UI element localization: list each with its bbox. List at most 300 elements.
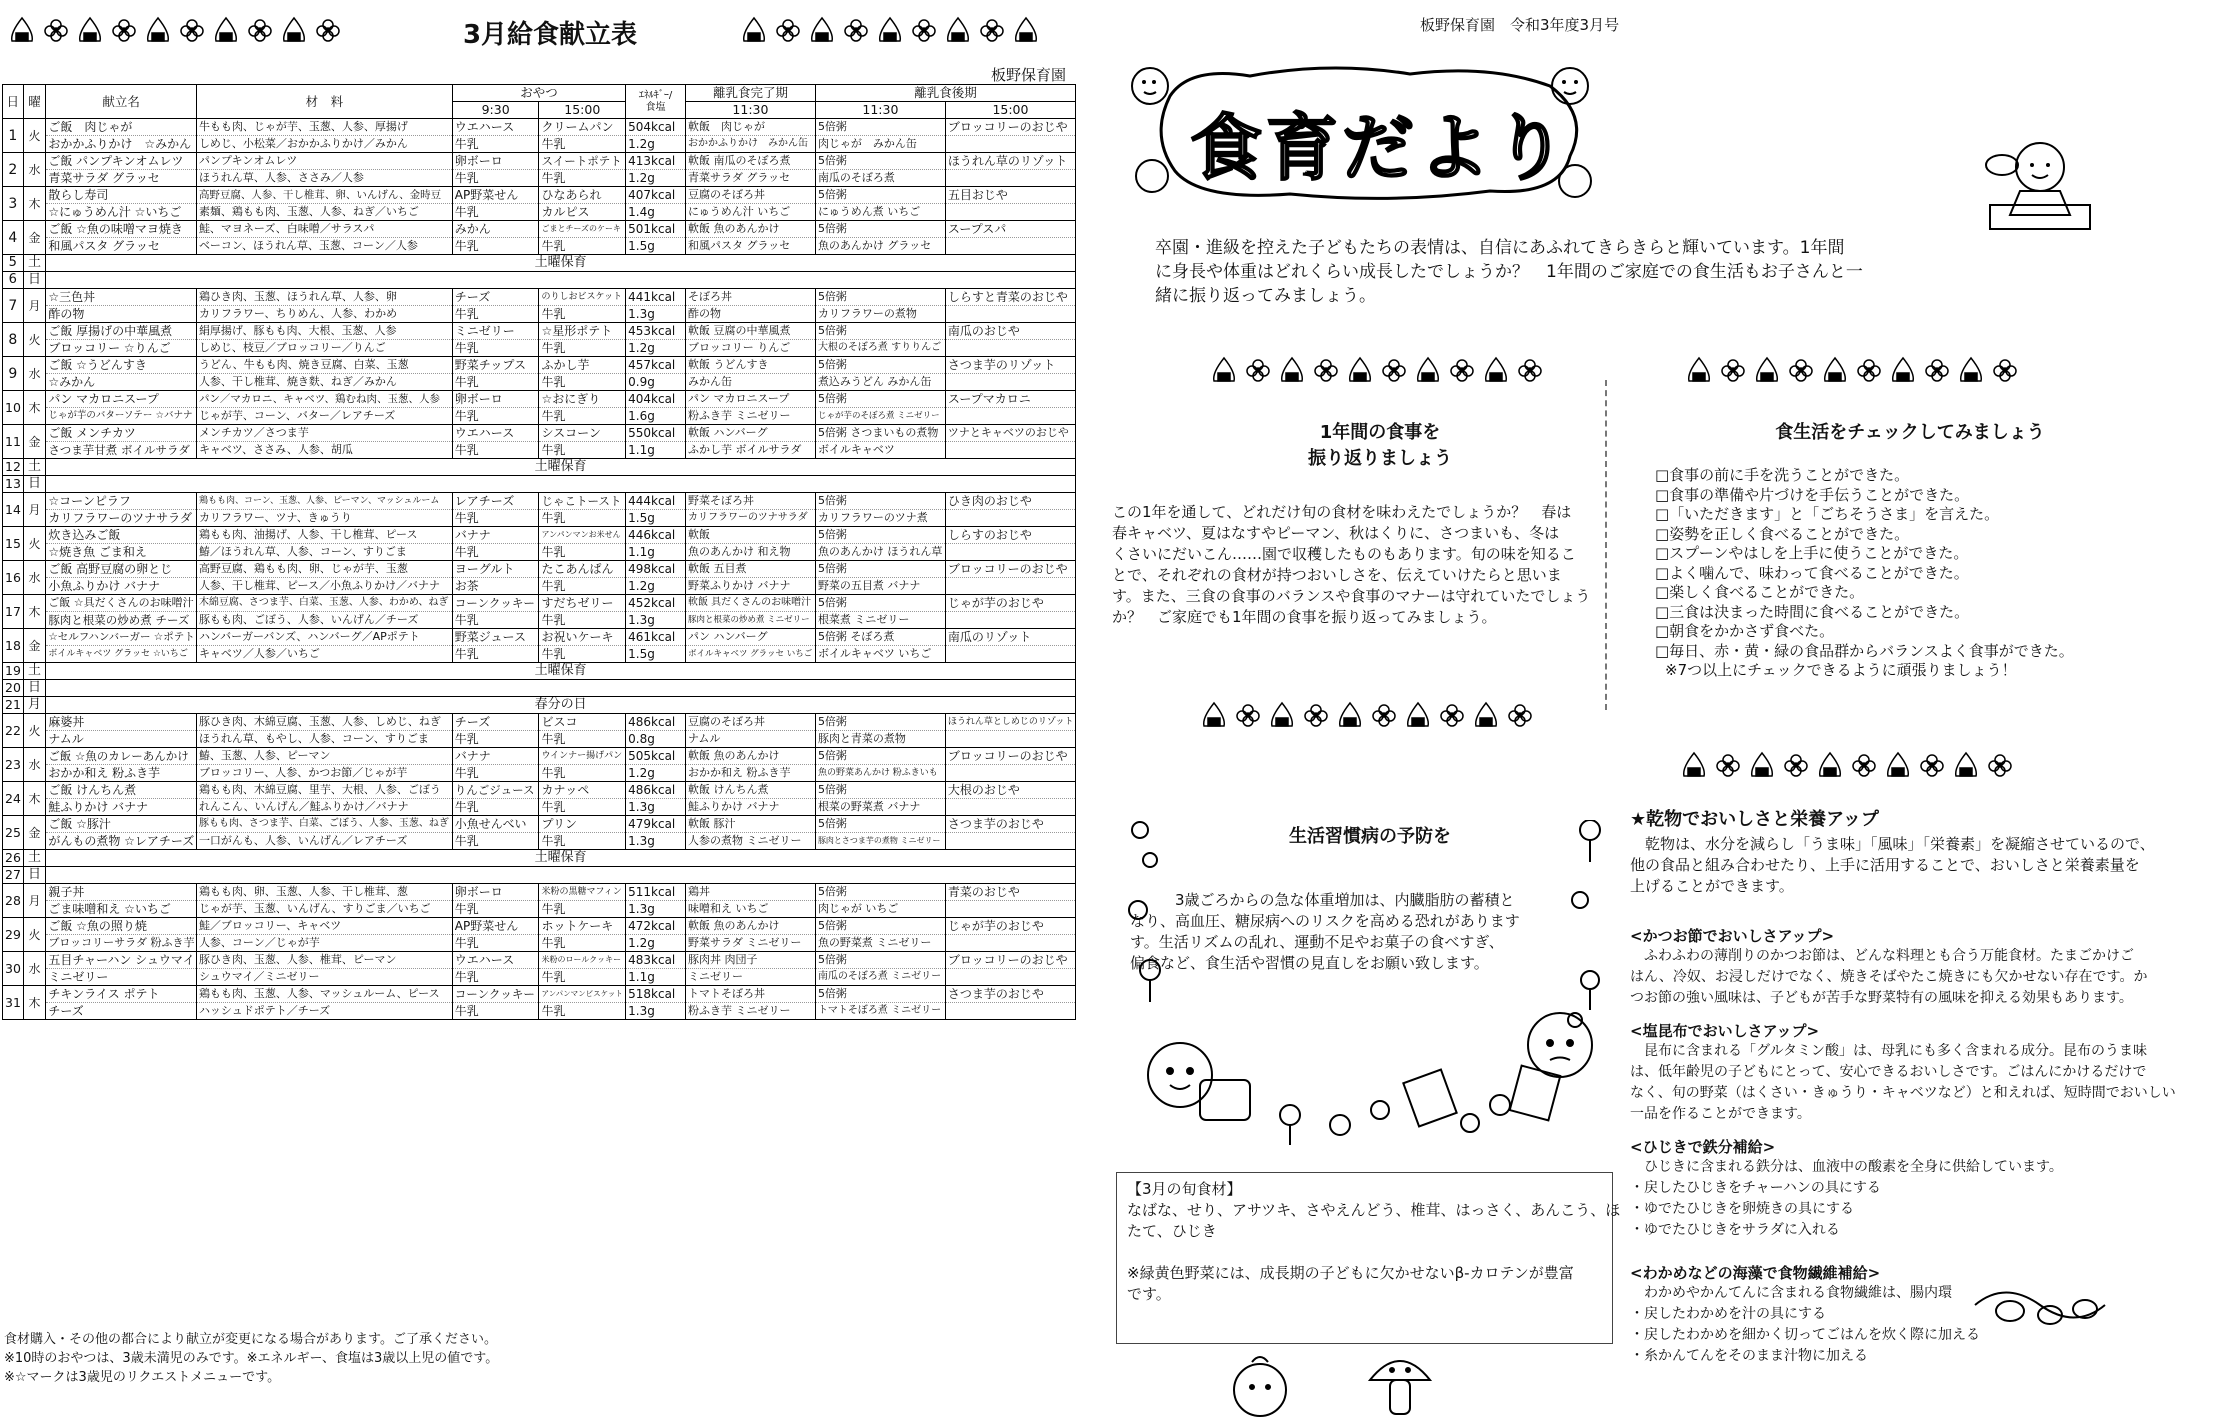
rinyu-late-1130: 5倍粥: [815, 153, 945, 170]
ingredients: ブロッコリー、人参、かつお節／じゃが芋: [196, 765, 452, 782]
dish-name: ブロッコリーサラダ 粉ふき芋: [46, 935, 197, 952]
dish-name: チキンライス ポテト: [46, 986, 197, 1003]
rinyu-complete: カリフラワーのツナサラダ: [685, 510, 815, 527]
menu-row: [3, 289, 1076, 306]
energy-salt: 1.2g: [626, 935, 686, 952]
rinyu-late-1130: カリフラワーのツナ煮: [815, 510, 945, 527]
snack-930: チーズ: [452, 289, 539, 306]
katsuo-line: つお節の強い風味は、子どもが苦手な野菜特有の風味を抑える効果もあります。: [1630, 990, 2133, 1006]
day-number: 29: [3, 918, 24, 952]
checklist-item: □朝食をかかさず食べた。: [1655, 622, 1835, 640]
header-late-1130: 11:30: [815, 102, 945, 119]
day-of-week: 火: [23, 527, 46, 561]
day-number: 19: [3, 663, 24, 680]
rinyu-late-1130: 野菜の五目煮 バナナ: [815, 578, 945, 595]
dish-name: ご飯 厚揚げの中華風煮: [46, 323, 197, 340]
day-of-week: 木: [23, 782, 46, 816]
rinyu-late-1500: しらすと青菜のおじや: [945, 289, 1075, 306]
menu-row-sub: [3, 969, 1076, 986]
onigiri-icon: [1748, 750, 1776, 780]
menu-row: [3, 221, 1076, 238]
snack-1500: 牛乳: [539, 544, 626, 561]
ingredients: カリフラワー、ちりめん、人参、わかめ: [196, 306, 452, 323]
dish-name: 麻婆丼: [46, 714, 197, 731]
ingredients: 鶏もも肉、玉葱、人参、マッシュルーム、ピース: [196, 986, 452, 1003]
flower-icon: [910, 15, 938, 45]
rinyu-complete: ナムル: [685, 731, 815, 748]
rinyu-late-1500: ほうれん草のリゾット: [945, 153, 1075, 170]
season-line: です。: [1127, 1285, 1171, 1303]
menu-row-sub: [3, 442, 1076, 459]
rinyu-complete: 軟飯 五目煮: [685, 561, 815, 578]
menu-note-row: [3, 272, 1076, 289]
day-number: 18: [3, 629, 24, 663]
rinyu-late-1130: ボイルキャベツ いちご: [815, 646, 945, 663]
rinyu-late-1130: 5倍粥: [815, 323, 945, 340]
header-rinyu-late: 離乳食後期: [815, 85, 1075, 102]
rinyu-late-1500: [945, 731, 1075, 748]
flower-icon: [1986, 750, 2014, 780]
day-of-week: 木: [23, 187, 46, 221]
menu-row: [3, 153, 1076, 170]
day-of-week: 水: [23, 748, 46, 782]
rinyu-complete: ボイルキャベツ グラッセ いちご: [685, 646, 815, 663]
day-of-week: 日: [23, 867, 46, 884]
menu-note-row: [3, 476, 1076, 493]
snack-1500: 米粉のロールクッキー: [539, 952, 626, 969]
dish-name: 小魚ふりかけ バナナ: [46, 578, 197, 595]
menu-row-sub: [3, 799, 1076, 816]
section1-line: この1年を通して、どれだけ旬の食材を味わえたでしょうか？ 春は: [1112, 503, 1572, 521]
flower-icon: [42, 15, 70, 45]
snack-930: 牛乳: [452, 731, 539, 748]
menu-note-row: [3, 663, 1076, 680]
menu-row: [3, 816, 1076, 833]
ingredients: じゃが芋、コーン、バター／レアチーズ: [196, 408, 452, 425]
flower-icon: [246, 15, 274, 45]
rinyu-complete: 軟飯 けんちん煮: [685, 782, 815, 799]
rinyu-complete: おかか和え 粉ふき芋: [685, 765, 815, 782]
flower-icon: [1506, 700, 1534, 730]
energy-salt: 1.4g: [626, 204, 686, 221]
flower-icon: [1516, 355, 1544, 385]
rinyu-late-1130: 豚肉とさつま芋の煮物 ミニゼリー: [815, 833, 945, 850]
menu-row: [3, 782, 1076, 799]
menu-note-row: [3, 680, 1076, 697]
rinyu-late-1500: さつま芋のおじや: [945, 986, 1075, 1003]
energy-salt: 1.5g: [626, 238, 686, 255]
snack-930: 牛乳: [452, 510, 539, 527]
menu-row-sub: [3, 408, 1076, 425]
hijiki-title: <ひじきで鉄分補給>: [1630, 1138, 1776, 1156]
flower-icon: [314, 15, 342, 45]
energy-salt: 1.2g: [626, 170, 686, 187]
footnote-line: ※10時のおやつは、3歳未満児のみです。※エネルギー、食塩は3歳以上児の値です。: [4, 1351, 499, 1366]
energy-salt: 511kcal: [626, 884, 686, 901]
wakame-title: <わかめなどの海藻で食物繊維補給>: [1630, 1264, 1881, 1282]
dish-name: ご飯 メンチカツ: [46, 425, 197, 442]
menu-row-sub: [3, 544, 1076, 561]
day-note: [46, 272, 1076, 289]
snack-930: 牛乳: [452, 340, 539, 357]
snack-930: 牛乳: [452, 374, 539, 391]
day-note: 土曜保育: [46, 459, 1076, 476]
day-number: 27: [3, 867, 24, 884]
snack-1500: お祝いケーキ: [539, 629, 626, 646]
day-number: 17: [3, 595, 24, 629]
dish-name: パン マカロニスープ: [46, 391, 197, 408]
ingredients: しめじ、枝豆／ブロッコリー／りんご: [196, 340, 452, 357]
rinyu-late-1500: [945, 340, 1075, 357]
onigiri-icon: [1952, 750, 1980, 780]
child-eating-icon: [1980, 135, 2100, 235]
rinyu-complete: 味噌和え いちご: [685, 901, 815, 918]
energy-salt: 0.8g: [626, 731, 686, 748]
energy-salt: 444kcal: [626, 493, 686, 510]
season-line: 【3月の旬食材】: [1127, 1180, 1242, 1198]
rinyu-late-1130: 5倍粥: [815, 986, 945, 1003]
rinyu-late-1130: 5倍粥 そぼろ煮: [815, 629, 945, 646]
header-snack: おやつ: [452, 85, 625, 102]
rinyu-complete: 豚肉丼 肉団子: [685, 952, 815, 969]
rinyu-complete: トマトそぼろ丼: [685, 986, 815, 1003]
ingredients: 高野豆腐、鶏もも肉、卵、じゃが芋、玉葱: [196, 561, 452, 578]
snack-1500: ウインナー揚げパン: [539, 748, 626, 765]
snack-1500: カルピス: [539, 204, 626, 221]
menu-row: [3, 391, 1076, 408]
snack-1500: 牛乳: [539, 646, 626, 663]
section1-line: とで、それぞれの食材が持つおいしさを、伝えていけたらと思いま: [1112, 566, 1562, 584]
dish-name: ご飯 ☆うどんすき: [46, 357, 197, 374]
rinyu-late-1130: 5倍粥: [815, 714, 945, 731]
ingredients: ベーコン、ほうれん草、玉葱、コーン／人参: [196, 238, 452, 255]
rinyu-late-1500: [945, 1003, 1075, 1020]
rinyu-late-1500: [945, 408, 1075, 425]
header-snack-1500: 15:00: [539, 102, 626, 119]
rinyu-late-1130: 肉じゃが いちご: [815, 901, 945, 918]
snack-930: 牛乳: [452, 238, 539, 255]
header-energy: ｴﾈﾙｷﾞｰ/ 食塩: [626, 85, 686, 119]
season-line: なばな、せり、アサツキ、さやえんどう、椎茸、はっさく、あんこう、ほ: [1127, 1201, 1621, 1219]
menu-row: [3, 187, 1076, 204]
snack-930: レアチーズ: [452, 493, 539, 510]
day-of-week: 水: [23, 153, 46, 187]
snack-930: AP野菜せん: [452, 187, 539, 204]
seaweed-icon: [1970, 1275, 2110, 1335]
dish-name: ☆みかん: [46, 374, 197, 391]
snack-930: 牛乳: [452, 204, 539, 221]
ingredients: 高野豆腐、人参、干し椎茸、卵、いんげん、金時豆: [196, 187, 452, 204]
menu-row: [3, 595, 1076, 612]
rinyu-complete: 軟飯 うどんすき: [685, 357, 815, 374]
day-of-week: 土: [23, 850, 46, 867]
ingredients: うどん、牛もも肉、焼き豆腐、白菜、玉葱: [196, 357, 452, 374]
rinyu-complete: パン マカロニスープ: [685, 391, 815, 408]
snack-930: バナナ: [452, 748, 539, 765]
menu-row: [3, 357, 1076, 374]
onigiri-icon: [1336, 700, 1364, 730]
ingredients: パンプキンオムレツ: [196, 153, 452, 170]
dish-name: がんもの煮物 ☆レアチーズ: [46, 833, 197, 850]
snack-1500: ホットケーキ: [539, 918, 626, 935]
snack-930: みかん: [452, 221, 539, 238]
snack-930: ウエハース: [452, 952, 539, 969]
rinyu-late-1130: 5倍粥 さつまいもの煮物: [815, 425, 945, 442]
rinyu-complete: そぼろ丼: [685, 289, 815, 306]
snack-1500: 牛乳: [539, 612, 626, 629]
snack-930: AP野菜せん: [452, 918, 539, 935]
onigiri-icon: [1685, 355, 1713, 385]
energy-salt: 1.3g: [626, 799, 686, 816]
rinyu-late-1500: [945, 646, 1075, 663]
rinyu-late-1130: 魚の野菜煮 ミニゼリー: [815, 935, 945, 952]
day-of-week: 日: [23, 680, 46, 697]
kombu-text: [1630, 1041, 2176, 1125]
rinyu-late-1500: [945, 833, 1075, 850]
menu-note-row: [3, 255, 1076, 272]
intro-line: に身長や体重はどれくらい成長したでしょうか？ 1年間のご家庭での食生活もお子さんと一: [1155, 262, 1863, 282]
energy-salt: 1.1g: [626, 442, 686, 459]
day-note: 土曜保育: [46, 850, 1076, 867]
dish-name: ☆コーンピラフ: [46, 493, 197, 510]
snack-1500: 牛乳: [539, 510, 626, 527]
wakame-line: ・糸かんてんをそのまま汁物に加える: [1630, 1348, 1868, 1364]
snack-930: りんごジュース: [452, 782, 539, 799]
flower-icon: [1855, 355, 1883, 385]
ingredients: パン／マカロニ、キャベツ、鶏むね肉、玉葱、人参: [196, 391, 452, 408]
rinyu-late-1130: 魚のあんかけ ほうれん草: [815, 544, 945, 561]
ingredients: 豚ひき肉、玉葱、人参、椎茸、ピーマン: [196, 952, 452, 969]
rinyu-complete: 魚のあんかけ 和え物: [685, 544, 815, 561]
checklist-item: □姿勢を正しく食べることができた。: [1655, 524, 1910, 543]
rinyu-late-1130: 豚肉と青菜の煮物: [815, 731, 945, 748]
rinyu-complete: 野菜そぼろ丼: [685, 493, 815, 510]
menu-row-sub: [3, 646, 1076, 663]
menu-row: [3, 493, 1076, 510]
day-of-week: 月: [23, 493, 46, 527]
rinyu-late-1130: にゅうめん煮 いちご: [815, 204, 945, 221]
checklist-item: □スプーンやはしを上手に使うことができた。: [1655, 544, 1969, 562]
snack-930: 卵ボーロ: [452, 391, 539, 408]
ingredients: ほうれん草、もやし、人参、コーン、すりごま: [196, 731, 452, 748]
energy-salt: 1.3g: [626, 1003, 686, 1020]
header-dish: 献立名: [46, 85, 197, 119]
energy-salt: 501kcal: [626, 221, 686, 238]
rinyu-complete: 軟飯 具だくさんのお味噌汁: [685, 595, 815, 612]
day-of-week: 月: [23, 884, 46, 918]
intro-line: 卒園・進級を控えた子どもたちの表情は、自信にあふれてきらきらと輝いています。1年間: [1155, 238, 1845, 258]
energy-salt: 1.2g: [626, 578, 686, 595]
snack-1500: すだちゼリー: [539, 595, 626, 612]
header-ingredients: 材 料: [196, 85, 452, 119]
rinyu-complete: おかかふりかけ みかん缶: [685, 136, 815, 153]
menu-row-sub: [3, 374, 1076, 391]
snack-1500: 牛乳: [539, 136, 626, 153]
section4-line: 乾物は、水分を減らし「うま味」「風味」「栄養素」を凝縮させているので、: [1630, 835, 2155, 853]
ingredients: 鶏もも肉、コーン、玉葱、人参、ピーマン、マッシュルーム: [196, 493, 452, 510]
flower-icon: [1850, 750, 1878, 780]
kombu-line: は、低年齢児の子どもにとって、安心できるおいしさです。ごはんにかけるだけで: [1630, 1064, 2147, 1080]
snack-1500: アンパンマンお米せん: [539, 527, 626, 544]
dish-name: ご飯 パンプキンオムレツ: [46, 153, 197, 170]
menu-row-sub: [3, 765, 1076, 782]
footnote-line: 食材購入・その他の都合により献立が変更になる場合があります。ご了承ください。: [4, 1332, 497, 1347]
rinyu-late-1130: 魚のあんかけ グラッセ: [815, 238, 945, 255]
rinyu-complete: 軟飯 魚のあんかけ: [685, 748, 815, 765]
section1-line: 春キャベツ、夏はなすやピーマン、秋はくりに、さつまいも、冬は: [1112, 524, 1560, 542]
energy-salt: 505kcal: [626, 748, 686, 765]
section1-line: くさいにだいこん……園で収穫したものもあります。旬の味を知るこ: [1112, 545, 1576, 563]
snack-930: 牛乳: [452, 1003, 539, 1020]
rinyu-complete: 酢の物: [685, 306, 815, 323]
snack-930: 牛乳: [452, 306, 539, 323]
rinyu-late-1500: ブロッコリーのおじや: [945, 952, 1075, 969]
menu-row: [3, 714, 1076, 731]
rinyu-late-1130: 5倍粥: [815, 884, 945, 901]
energy-salt: 498kcal: [626, 561, 686, 578]
section1-title: [1240, 420, 1520, 472]
menu-body: [3, 119, 1076, 1020]
dish-name: ☆三色丼: [46, 289, 197, 306]
rinyu-late-1500: [945, 901, 1075, 918]
onigiri-icon: [1821, 355, 1849, 385]
day-of-week: 日: [23, 476, 46, 493]
flower-icon: [1918, 750, 1946, 780]
ingredients: れんこん、いんげん／鮭ふりかけ／バナナ: [196, 799, 452, 816]
day-of-week: 金: [23, 629, 46, 663]
rinyu-late-1130: カリフラワーの煮物: [815, 306, 945, 323]
menu-row-sub: [3, 170, 1076, 187]
menu-row: [3, 918, 1076, 935]
snack-1500: じゃこトースト: [539, 493, 626, 510]
snack-1500: ☆星形ポテト: [539, 323, 626, 340]
ingredients: 豚もも肉、さつま芋、白菜、ごぼう、人参、玉葱、ねぎ: [196, 816, 452, 833]
menu-row-sub: [3, 238, 1076, 255]
snack-1500: 牛乳: [539, 238, 626, 255]
rinyu-late-1500: [945, 306, 1075, 323]
section4-line: 他の食品と組み合わせたり、上手に活用することで、おいしさと栄養素量を: [1630, 856, 2140, 874]
energy-salt: 479kcal: [626, 816, 686, 833]
energy-salt: 1.5g: [626, 646, 686, 663]
day-number: 15: [3, 527, 24, 561]
dish-name: ご飯 ☆豚汁: [46, 816, 197, 833]
energy-salt: 486kcal: [626, 714, 686, 731]
season-text: [1127, 1179, 1620, 1305]
energy-salt: 441kcal: [626, 289, 686, 306]
snack-930: ウエハース: [452, 119, 539, 136]
dish-name: ☆にゅうめん汁 ☆いちご: [46, 204, 197, 221]
onigiri-icon: [1482, 355, 1510, 385]
wakame-text: [1630, 1283, 1980, 1367]
section4-line: 上げることができます。: [1630, 877, 1794, 895]
newsletter-panel: [1100, 0, 2216, 1422]
rinyu-complete: 軟飯 豆腐の中華風煮: [685, 323, 815, 340]
snack-1500: 牛乳: [539, 578, 626, 595]
rinyu-late-1130: 大根のそぼろ煮 すりりんご: [815, 340, 945, 357]
snack-1500: たこあんぱん: [539, 561, 626, 578]
footnotes: [4, 1330, 498, 1387]
menu-note-row: [3, 697, 1076, 714]
section3-line: す。生活リズムの乱れ、運動不足やお菓子の食べすぎ、: [1130, 933, 1504, 951]
snack-1500: ふかし芋: [539, 357, 626, 374]
snack-1500: 米粉の黒糖マフィン: [539, 884, 626, 901]
day-number: 9: [3, 357, 24, 391]
katsuo-text: [1630, 946, 2147, 1009]
rinyu-late-1500: 五目おじや: [945, 187, 1075, 204]
day-of-week: 土: [23, 255, 46, 272]
snack-930: 牛乳: [452, 408, 539, 425]
rinyu-late-1130: 5倍粥: [815, 595, 945, 612]
snack-1500: 牛乳: [539, 799, 626, 816]
onigiri-icon: [1472, 700, 1500, 730]
dish-name: 五目チャーハン シュウマイ: [46, 952, 197, 969]
snack-1500: ☆おにぎり: [539, 391, 626, 408]
flower-icon: [1923, 355, 1951, 385]
snack-930: お茶: [452, 578, 539, 595]
snack-1500: 牛乳: [539, 765, 626, 782]
day-number: 30: [3, 952, 24, 986]
day-of-week: 金: [23, 425, 46, 459]
rinyu-late-1130: ボイルキャベツ: [815, 442, 945, 459]
rinyu-late-1130: 5倍粥: [815, 357, 945, 374]
day-note: [46, 867, 1076, 884]
rinyu-complete: 豆腐のそぼろ丼: [685, 187, 815, 204]
ingredients: 豚ひき肉、木綿豆腐、玉葱、人参、しめじ、ねぎ: [196, 714, 452, 731]
checklist-item: □毎日、赤・黄・緑の食品群からバランスよく食事ができた。: [1655, 641, 2074, 660]
energy-salt: 1.5g: [626, 510, 686, 527]
rinyu-complete: 野菜サラダ ミニゼリー: [685, 935, 815, 952]
rinyu-late-1500: [945, 136, 1075, 153]
ingredients: じゃが芋、玉葱、いんげん、すりごま／いちご: [196, 901, 452, 918]
menu-row: [3, 323, 1076, 340]
day-note: 土曜保育: [46, 255, 1076, 272]
menu-row-sub: [3, 510, 1076, 527]
rinyu-complete: 軟飯 魚のあんかけ: [685, 918, 815, 935]
menu-row-sub: [3, 901, 1076, 918]
onigiri-icon: [740, 15, 768, 45]
dish-name: 鮭ふりかけ バナナ: [46, 799, 197, 816]
rinyu-complete: 軟飯 豚汁: [685, 816, 815, 833]
snack-930: 野菜チップス: [452, 357, 539, 374]
day-note: [46, 680, 1076, 697]
rinyu-late-1130: 5倍粥: [815, 816, 945, 833]
ingredients: 絹厚揚げ、豚もも肉、大根、玉葱、人参: [196, 323, 452, 340]
snack-1500: 牛乳: [539, 1003, 626, 1020]
day-of-week: 金: [23, 221, 46, 255]
energy-salt: 486kcal: [626, 782, 686, 799]
ingredients: 鶏もも肉、油揚げ、人参、干し椎茸、ピース: [196, 527, 452, 544]
dish-name: チーズ: [46, 1003, 197, 1020]
snack-1500: のりしおビスケット: [539, 289, 626, 306]
snack-930: 牛乳: [452, 544, 539, 561]
energy-salt: 457kcal: [626, 357, 686, 374]
flower-icon: [1234, 700, 1262, 730]
dish-name: ナムル: [46, 731, 197, 748]
menu-row: [3, 629, 1076, 646]
rinyu-late-1130: 5倍粥: [815, 918, 945, 935]
checklist-item: □楽しく食べることができた。: [1655, 583, 1865, 601]
day-of-week: 火: [23, 119, 46, 153]
day-note: 春分の日: [46, 697, 1076, 714]
snack-930: 牛乳: [452, 136, 539, 153]
day-of-week: 月: [23, 697, 46, 714]
kombu-title: <塩昆布でおいしさアップ>: [1630, 1022, 1820, 1040]
rinyu-late-1130: 5倍粥: [815, 952, 945, 969]
hijiki-text: [1630, 1157, 2063, 1241]
rinyu-late-1130: 5倍粥: [815, 289, 945, 306]
day-of-week: 土: [23, 459, 46, 476]
snack-930: 牛乳: [452, 170, 539, 187]
